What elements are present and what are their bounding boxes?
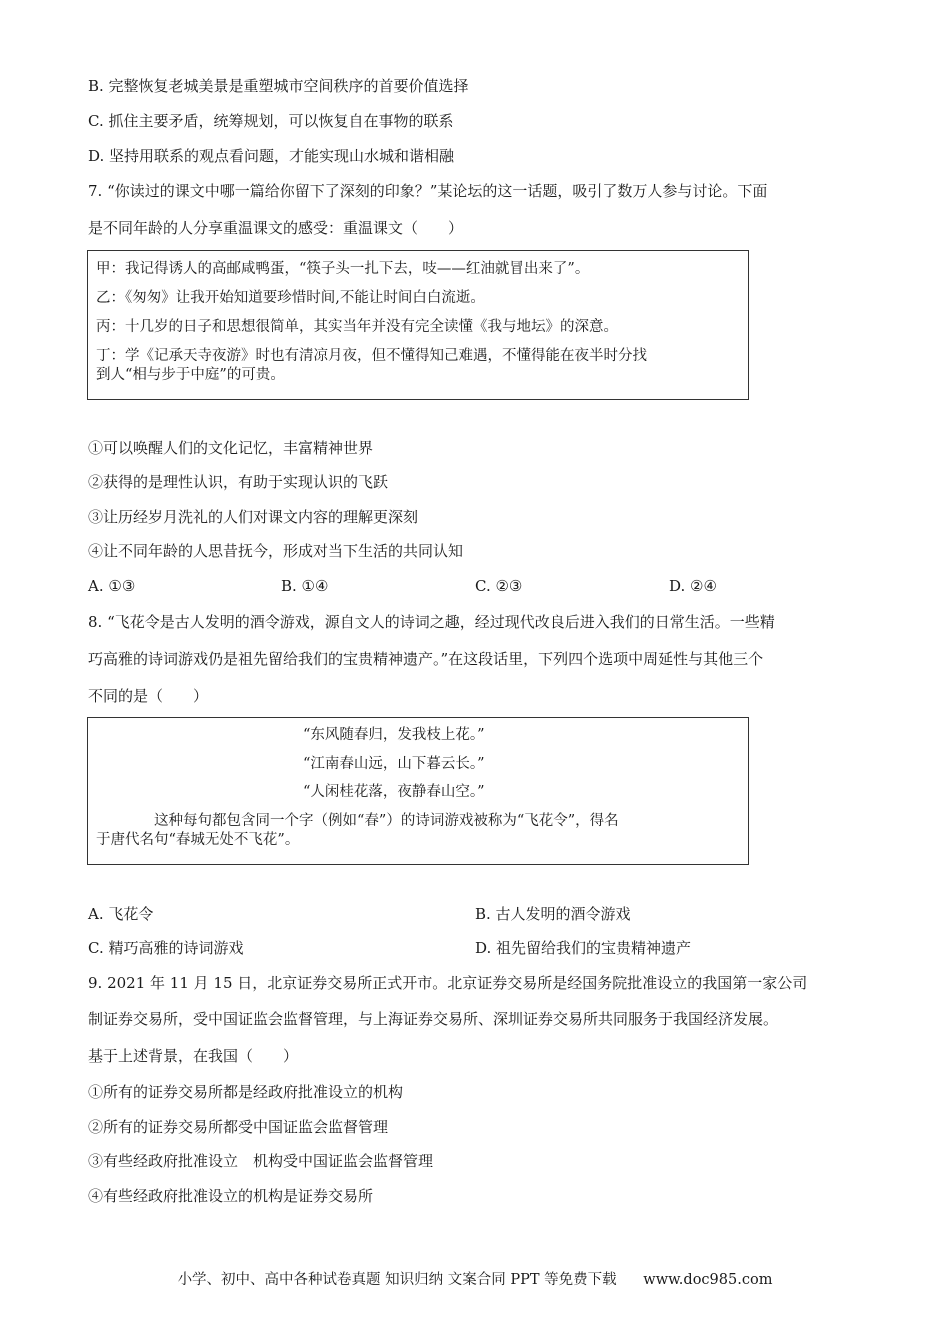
page-footer [0, 1270, 950, 1290]
q7-material-box [87, 250, 749, 400]
q7-option-c: C. ②③ [475, 577, 523, 595]
q8-stem-line2: 巧高雅的诗词游戏仍是祖先留给我们的宝贵精神遗产。”在这段话里，下列四个选项中周延性与其他三个 [88, 650, 764, 668]
q8-desc-line1: 这种每句都包含同一个字（例如“春”）的诗词游戏被称为“飞花令”，得名 [154, 813, 619, 829]
q8-stem-line3: 不同的是（ ） [88, 687, 209, 705]
q6-option-d: D. 坚持用联系的观点看问题，才能实现山水城和谐相融 [88, 147, 455, 165]
q7-box-jia: 甲：我记得诱人的高邮咸鸭蛋，“筷子头一扎下去，吱——红油就冒出来了”。 [96, 261, 590, 277]
q8-poem-3: “人闲桂花落，夜静春山空。” [303, 784, 485, 800]
q8-desc-line2: 于唐代名句“春城无处不飞花”。 [96, 832, 300, 848]
q7-stem-line1: 7. “你读过的课文中哪一篇给你留下了深刻的印象？”某论坛的这一话题，吸引了数万人参与讨论。下面 [88, 182, 768, 200]
q8-option-b: B. 古人发明的酒令游戏 [475, 905, 631, 923]
q7-option-b: B. ①④ [281, 577, 329, 595]
q9-stem-line3: 基于上述背景，在我国（ ） [88, 1047, 299, 1065]
q7-box-yi: 乙：《匆匆》让我开始知道要珍惜时间,不能让时间白白流逝。 [96, 290, 485, 306]
q9-item-4: ④有些经政府批准设立的机构是证券交易所 [88, 1187, 374, 1205]
q7-option-d: D. ②④ [669, 577, 717, 595]
q7-box-bing: 丙：十几岁的日子和思想很简单，其实当年并没有完全读懂《我与地坛》的深意。 [96, 319, 618, 335]
q7-box-ding-line2: 到人“相与步于中庭”的可贵。 [96, 367, 285, 383]
q6-option-b: B. 完整恢复老城美景是重塑城市空间秩序的首要价值选择 [88, 77, 469, 95]
q7-box-ding-line1: 丁：学《记承天寺夜游》时也有清凉月夜，但不懂得知己难遇，不懂得能在夜半时分找 [96, 348, 647, 364]
q7-item-4: ④让不同年龄的人思昔抚今，形成对当下生活的共同认知 [88, 542, 464, 560]
q8-stem-line1: 8. “飞花令是古人发明的酒令游戏，源自文人的诗词之趣，经过现代改良后进入我们的日常生活。一些精 [88, 613, 775, 631]
q7-item-1: ①可以唤醒人们的文化记忆，丰富精神世界 [88, 439, 374, 457]
q8-option-c: C. 精巧高雅的诗词游戏 [88, 939, 244, 957]
footer-url[interactable]: www.doc985.com [643, 1272, 773, 1288]
q7-option-a: A. ①③ [88, 577, 136, 595]
q6-option-c: C. 抓住主要矛盾，统筹规划，可以恢复自在事物的联系 [88, 112, 454, 130]
q8-poem-2: “江南春山远，山下暮云长。” [303, 756, 485, 772]
footer-text: 小学、初中、高中各种试卷真题 知识归纳 文案合同 PPT 等免费下载 [177, 1272, 617, 1288]
q9-stem-line1: 9. 2021 年 11 月 15 日，北京证券交易所正式开市。北京证券交易所是经国务院批准设立的我国第一家公司 [88, 974, 808, 992]
q7-item-2: ②获得的是理性认识，有助于实现认识的飞跃 [88, 473, 389, 491]
q8-poem-1: “东风随春归，发我枝上花。” [303, 727, 485, 743]
q7-item-3: ③让历经岁月洗礼的人们对课文内容的理解更深刻 [88, 508, 419, 526]
q9-stem-line2: 制证券交易所，受中国证监会监督管理，与上海证券交易所、深圳证券交易所共同服务于我国经济发展。 [88, 1010, 779, 1028]
q9-item-2: ②所有的证券交易所都受中国证监会监督管理 [88, 1118, 389, 1136]
q9-item-1: ①所有的证券交易所都是经政府批准设立的机构 [88, 1083, 404, 1101]
q8-option-d: D. 祖先留给我们的宝贵精神遗产 [475, 939, 692, 957]
q7-stem-line2: 是不同年龄的人分享重温课文的感受：重温课文（ ） [88, 219, 464, 237]
q9-item-3: ③有些经政府批准设立 机构受中国证监会监督管理 [88, 1152, 434, 1170]
q8-material-box [87, 717, 749, 865]
q8-option-a: A. 飞花令 [88, 905, 154, 923]
